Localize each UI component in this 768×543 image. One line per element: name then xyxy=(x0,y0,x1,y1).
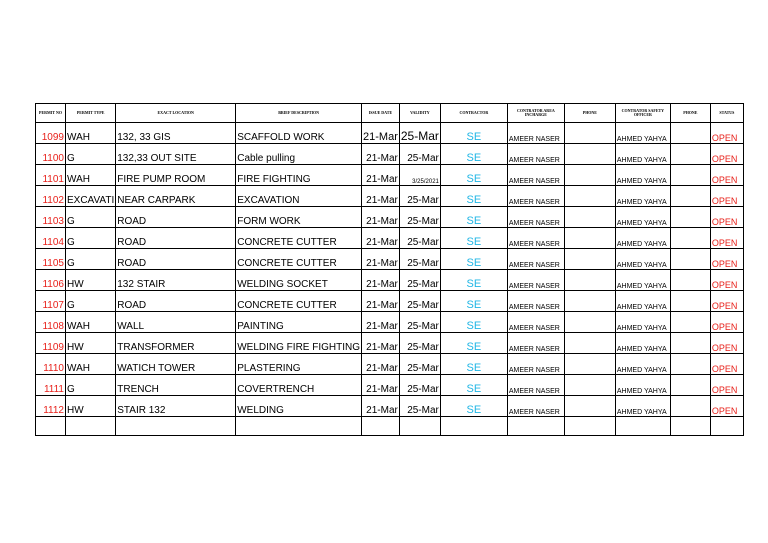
phone-2-cell xyxy=(670,228,710,249)
area-incharge-cell: AMEER NASER xyxy=(507,291,564,312)
issue-date-cell: 21-Mar xyxy=(362,396,400,417)
location-cell: ROAD xyxy=(116,249,236,270)
empty-cell xyxy=(440,417,507,436)
contractor-cell: SE xyxy=(440,333,507,354)
safety-officer-cell: AHMED YAHYA xyxy=(615,375,670,396)
permit-no-cell: 1108 xyxy=(36,312,66,333)
contractor-cell: SE xyxy=(440,186,507,207)
permit-type-cell: G xyxy=(66,375,116,396)
permit-no-cell: 1110 xyxy=(36,354,66,375)
issue-date-cell: 21-Mar xyxy=(362,270,400,291)
validity-cell: 25-Mar xyxy=(399,249,440,270)
phone-2-cell xyxy=(670,270,710,291)
area-incharge-cell: AMEER NASER xyxy=(507,228,564,249)
phone-2-cell xyxy=(670,249,710,270)
validity-cell: 25-Mar xyxy=(399,123,440,144)
location-cell: 132,33 OUT SITE xyxy=(116,144,236,165)
empty-table-row xyxy=(36,417,744,436)
permit-type-cell: G xyxy=(66,228,116,249)
safety-officer-cell: AHMED YAHYA xyxy=(615,207,670,228)
issue-date-cell: 21-Mar xyxy=(362,354,400,375)
area-incharge-cell: AMEER NASER xyxy=(507,396,564,417)
table-row xyxy=(36,207,744,228)
permit-no-cell: 1112 xyxy=(36,396,66,417)
permit-type-cell: G xyxy=(66,291,116,312)
status-cell: OPEN xyxy=(710,249,743,270)
validity-cell: 25-Mar xyxy=(399,396,440,417)
header-phone-2: PHONE xyxy=(670,104,710,123)
table-row xyxy=(36,144,744,165)
permit-type-cell: WAH xyxy=(66,354,116,375)
description-cell: WELDING FIRE FIGHTING xyxy=(236,333,362,354)
permit-type-cell: WAH xyxy=(66,165,116,186)
status-cell: OPEN xyxy=(710,123,743,144)
description-cell: WELDING SOCKET xyxy=(236,270,362,291)
phone-2-cell xyxy=(670,354,710,375)
area-incharge-cell: AMEER NASER xyxy=(507,186,564,207)
table-row xyxy=(36,354,744,375)
phone-cell xyxy=(564,396,615,417)
description-cell: CONCRETE CUTTER xyxy=(236,291,362,312)
location-cell: 132, 33 GIS xyxy=(116,123,236,144)
validity-cell: 25-Mar xyxy=(399,186,440,207)
phone-2-cell xyxy=(670,207,710,228)
contractor-cell: SE xyxy=(440,123,507,144)
description-cell: PAINTING xyxy=(236,312,362,333)
phone-2-cell xyxy=(670,165,710,186)
phone-cell xyxy=(564,123,615,144)
permit-type-cell: WAH xyxy=(66,312,116,333)
contractor-cell: SE xyxy=(440,354,507,375)
permit-type-cell: HW xyxy=(66,270,116,291)
header-phone: PHONE xyxy=(564,104,615,123)
contractor-cell: SE xyxy=(440,228,507,249)
permit-type-cell: HW xyxy=(66,396,116,417)
table-row xyxy=(36,228,744,249)
issue-date-cell: 21-Mar xyxy=(362,333,400,354)
status-cell: OPEN xyxy=(710,354,743,375)
table-row xyxy=(36,186,744,207)
permit-no-cell: 1100 xyxy=(36,144,66,165)
phone-cell xyxy=(564,333,615,354)
header-contractor: CONTRACTOR xyxy=(440,104,507,123)
empty-cell xyxy=(564,417,615,436)
location-cell: NEAR CARPARK xyxy=(116,186,236,207)
phone-2-cell xyxy=(670,291,710,312)
phone-2-cell xyxy=(670,186,710,207)
safety-officer-cell: AHMED YAHYA xyxy=(615,228,670,249)
location-cell: ROAD xyxy=(116,207,236,228)
safety-officer-cell: AHMED YAHYA xyxy=(615,186,670,207)
area-incharge-cell: AMEER NASER xyxy=(507,312,564,333)
area-incharge-cell: AMEER NASER xyxy=(507,123,564,144)
phone-cell xyxy=(564,354,615,375)
location-cell: 132 STAIR xyxy=(116,270,236,291)
header-area-incharge: CONTRATOR AREA INCHARGE xyxy=(507,104,564,123)
issue-date-cell: 21-Mar xyxy=(362,165,400,186)
description-cell: CONCRETE CUTTER xyxy=(236,228,362,249)
description-cell: FORM WORK xyxy=(236,207,362,228)
description-cell: EXCAVATION xyxy=(236,186,362,207)
description-cell: WELDING xyxy=(236,396,362,417)
contractor-cell: SE xyxy=(440,396,507,417)
phone-2-cell xyxy=(670,123,710,144)
location-cell: WALL xyxy=(116,312,236,333)
phone-cell xyxy=(564,249,615,270)
permit-type-cell: G xyxy=(66,144,116,165)
location-cell: ROAD xyxy=(116,291,236,312)
issue-date-cell: 21-Mar xyxy=(362,123,400,144)
table-row xyxy=(36,333,744,354)
phone-2-cell xyxy=(670,396,710,417)
safety-officer-cell: AHMED YAHYA xyxy=(615,312,670,333)
permit-type-cell: HW xyxy=(66,333,116,354)
table-row xyxy=(36,123,744,144)
phone-cell xyxy=(564,228,615,249)
contractor-cell: SE xyxy=(440,249,507,270)
safety-officer-cell: AHMED YAHYA xyxy=(615,396,670,417)
issue-date-cell: 21-Mar xyxy=(362,312,400,333)
permit-type-cell: WAH xyxy=(66,123,116,144)
permit-no-cell: 1107 xyxy=(36,291,66,312)
empty-cell xyxy=(236,417,362,436)
issue-date-cell: 21-Mar xyxy=(362,144,400,165)
phone-2-cell xyxy=(670,333,710,354)
empty-cell xyxy=(399,417,440,436)
permit-no-cell: 1106 xyxy=(36,270,66,291)
safety-officer-cell: AHMED YAHYA xyxy=(615,291,670,312)
safety-officer-cell: AHMED YAHYA xyxy=(615,165,670,186)
status-cell: OPEN xyxy=(710,396,743,417)
issue-date-cell: 21-Mar xyxy=(362,375,400,396)
location-cell: FIRE PUMP ROOM xyxy=(116,165,236,186)
location-cell: WATICH TOWER xyxy=(116,354,236,375)
permit-no-cell: 1105 xyxy=(36,249,66,270)
permit-no-cell: 1099 xyxy=(36,123,66,144)
header-validity: VALIDITY xyxy=(399,104,440,123)
permit-type-cell: EXCAVATI xyxy=(66,186,116,207)
table-row xyxy=(36,375,744,396)
issue-date-cell: 21-Mar xyxy=(362,291,400,312)
contractor-cell: SE xyxy=(440,270,507,291)
location-cell: TRENCH xyxy=(116,375,236,396)
table-row xyxy=(36,249,744,270)
empty-cell xyxy=(66,417,116,436)
phone-2-cell xyxy=(670,144,710,165)
permit-type-cell: G xyxy=(66,249,116,270)
table-row xyxy=(36,291,744,312)
contractor-cell: SE xyxy=(440,165,507,186)
status-cell: OPEN xyxy=(710,186,743,207)
area-incharge-cell: AMEER NASER xyxy=(507,207,564,228)
permit-type-cell: G xyxy=(66,207,116,228)
issue-date-cell: 21-Mar xyxy=(362,207,400,228)
safety-officer-cell: AHMED YAHYA xyxy=(615,333,670,354)
description-cell: SCAFFOLD WORK xyxy=(236,123,362,144)
status-cell: OPEN xyxy=(710,270,743,291)
header-permit-type: PERMIT TYPE xyxy=(66,104,116,123)
area-incharge-cell: AMEER NASER xyxy=(507,249,564,270)
location-cell: STAIR 132 xyxy=(116,396,236,417)
description-cell: PLASTERING xyxy=(236,354,362,375)
permit-no-cell: 1101 xyxy=(36,165,66,186)
safety-officer-cell: AHMED YAHYA xyxy=(615,270,670,291)
empty-cell xyxy=(36,417,66,436)
status-cell: OPEN xyxy=(710,333,743,354)
area-incharge-cell: AMEER NASER xyxy=(507,333,564,354)
phone-cell xyxy=(564,270,615,291)
phone-cell xyxy=(564,375,615,396)
empty-cell xyxy=(710,417,743,436)
validity-cell: 25-Mar xyxy=(399,354,440,375)
permit-no-cell: 1104 xyxy=(36,228,66,249)
location-cell: TRANSFORMER xyxy=(116,333,236,354)
permit-no-cell: 1102 xyxy=(36,186,66,207)
table-row xyxy=(36,396,744,417)
table-row xyxy=(36,165,744,186)
contractor-cell: SE xyxy=(440,207,507,228)
safety-officer-cell: AHMED YAHYA xyxy=(615,144,670,165)
empty-cell xyxy=(615,417,670,436)
area-incharge-cell: AMEER NASER xyxy=(507,354,564,375)
permit-no-cell: 1111 xyxy=(36,375,66,396)
area-incharge-cell: AMEER NASER xyxy=(507,144,564,165)
header-safety-officer: CONTRATOR SAFETY OFFICER xyxy=(615,104,670,123)
validity-cell: 25-Mar xyxy=(399,291,440,312)
description-cell: FIRE FIGHTING xyxy=(236,165,362,186)
permit-no-cell: 1109 xyxy=(36,333,66,354)
contractor-cell: SE xyxy=(440,291,507,312)
header-description: BRIEF DESCRIPTION xyxy=(236,104,362,123)
validity-cell: 25-Mar xyxy=(399,270,440,291)
description-cell: CONCRETE CUTTER xyxy=(236,249,362,270)
empty-cell xyxy=(116,417,236,436)
empty-cell xyxy=(670,417,710,436)
phone-cell xyxy=(564,207,615,228)
validity-cell: 25-Mar xyxy=(399,375,440,396)
phone-cell xyxy=(564,291,615,312)
safety-officer-cell: AHMED YAHYA xyxy=(615,123,670,144)
header-permit-no: PERMIT NO xyxy=(36,104,66,123)
description-cell: Cable pulling xyxy=(236,144,362,165)
validity-cell: 25-Mar xyxy=(399,207,440,228)
safety-officer-cell: AHMED YAHYA xyxy=(615,249,670,270)
status-cell: OPEN xyxy=(710,165,743,186)
empty-cell xyxy=(362,417,400,436)
validity-cell: 3/25/2021 xyxy=(399,165,440,186)
contractor-cell: SE xyxy=(440,144,507,165)
validity-cell: 25-Mar xyxy=(399,312,440,333)
header-issue-date: ISSUE DATE xyxy=(362,104,400,123)
contractor-cell: SE xyxy=(440,375,507,396)
phone-cell xyxy=(564,312,615,333)
status-cell: OPEN xyxy=(710,375,743,396)
phone-2-cell xyxy=(670,375,710,396)
status-cell: OPEN xyxy=(710,312,743,333)
header-status: STATUS xyxy=(710,104,743,123)
issue-date-cell: 21-Mar xyxy=(362,249,400,270)
table-row xyxy=(36,270,744,291)
phone-cell xyxy=(564,186,615,207)
validity-cell: 25-Mar xyxy=(399,144,440,165)
permit-no-cell: 1103 xyxy=(36,207,66,228)
issue-date-cell: 21-Mar xyxy=(362,228,400,249)
phone-2-cell xyxy=(670,312,710,333)
safety-officer-cell: AHMED YAHYA xyxy=(615,354,670,375)
status-cell: OPEN xyxy=(710,207,743,228)
permit-register-table xyxy=(35,103,744,436)
validity-cell: 25-Mar xyxy=(399,333,440,354)
header-location: EXACT LOCATION xyxy=(116,104,236,123)
area-incharge-cell: AMEER NASER xyxy=(507,165,564,186)
phone-cell xyxy=(564,165,615,186)
area-incharge-cell: AMEER NASER xyxy=(507,270,564,291)
area-incharge-cell: AMEER NASER xyxy=(507,375,564,396)
validity-cell: 25-Mar xyxy=(399,228,440,249)
status-cell: OPEN xyxy=(710,144,743,165)
phone-cell xyxy=(564,144,615,165)
table-row xyxy=(36,312,744,333)
status-cell: OPEN xyxy=(710,291,743,312)
location-cell: ROAD xyxy=(116,228,236,249)
issue-date-cell: 21-Mar xyxy=(362,186,400,207)
contractor-cell: SE xyxy=(440,312,507,333)
status-cell: OPEN xyxy=(710,228,743,249)
empty-cell xyxy=(507,417,564,436)
description-cell: COVERTRENCH xyxy=(236,375,362,396)
header-row xyxy=(36,104,744,123)
